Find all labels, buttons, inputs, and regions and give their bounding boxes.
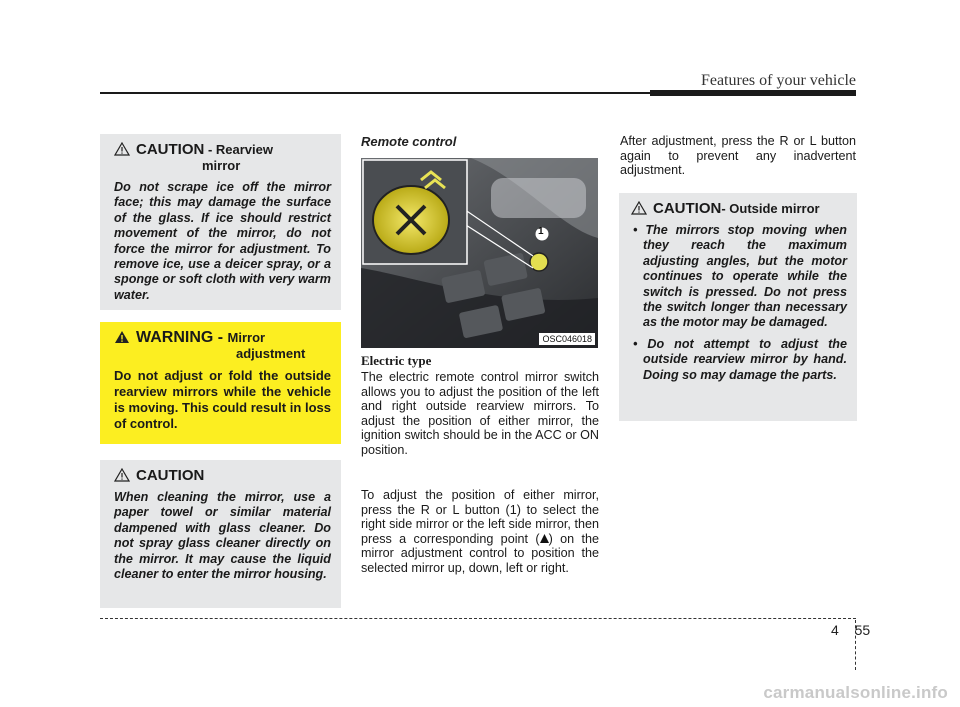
caution-cleaning-box <box>100 460 341 608</box>
caution-cleaning-text: When cleaning the mirror, use a paper towel or similar material dampened with glass cleaner. Do not spray glass cleaner directly on the mirror. It may cause the liquid cleaner to enter the mirror housing. <box>114 490 331 582</box>
caution-subtitle: - Outside mirror <box>721 201 820 216</box>
caution-subtitle-2: mirror <box>202 158 241 173</box>
triangle-up-icon <box>540 534 549 543</box>
caution-rearview-box <box>100 134 341 310</box>
warning-subtitle: Mirror <box>227 330 266 345</box>
adjust-text-part1: To adjust the position of either mirror, press the R or L button (1) to select the right side mirror or the left side mirror, then press a corresponding point ( <box>361 488 599 546</box>
caution-bullet-text: Do not attempt to adjust the outside rearview mirror by hand. Doing so may damage the parts. <box>643 336 847 382</box>
section-title: Features of your vehicle <box>700 72 856 89</box>
warning-title <box>114 330 331 362</box>
callout-number: 1 <box>538 226 544 237</box>
warning-triangle-icon <box>114 330 130 344</box>
caution-triangle-icon <box>631 201 647 215</box>
page-number <box>831 622 870 638</box>
watermark: carmanualsonline.info <box>763 683 948 702</box>
caution-subtitle: - Rearview <box>204 142 273 157</box>
remote-control-heading: Remote control <box>361 134 457 149</box>
caution-label: CAUTION <box>136 467 205 484</box>
warning-label: WARNING - <box>136 329 228 346</box>
warning-subtitle-2: adjustment <box>236 346 306 361</box>
caution-triangle-icon <box>114 468 130 482</box>
adjust-text-part2: ) on the mirror adjustment control to position the selected mirror up, down, left or right. <box>361 531 599 575</box>
caution-outside-mirror-box <box>619 193 857 421</box>
caution-label: CAUTION <box>136 141 205 158</box>
electric-type-paragraph: The electric remote control mirror switch allows you to adjust the position of the left and right outside rearview mirrors. To adjust the position of either mirror, the ignition switch should be in the ACC or ON position. <box>361 370 599 457</box>
footer-rule <box>100 618 856 619</box>
adjust-position-paragraph <box>361 488 599 576</box>
caution-outside-title <box>631 201 847 217</box>
footer-divider <box>855 620 856 670</box>
caution-cleaning-title <box>114 468 331 484</box>
header-rule-accent <box>650 90 856 96</box>
mirror-switch-photo <box>361 158 598 348</box>
caution-bullet: • The mirrors stop moving when they reach the maximum adjusting angles, but the motor continues to operate while the switch is pressed. Do not press the switch longer than necessary as the motor may be damaged. <box>633 223 847 330</box>
caution-bullet-text: The mirrors stop moving when they reach the maximum adjusting angles, but the motor continues to operate while the switch is pressed. Do not press the switch longer than necessary as the motor may be damaged. <box>643 223 847 330</box>
page-number-value: 55 <box>854 622 871 638</box>
mirror-switch-illustration <box>361 158 598 348</box>
chapter-number: 4 <box>831 622 839 638</box>
warning-mirror-box <box>100 322 341 444</box>
caution-rearview-text: Do not scrape ice off the mirror face; this may damage the surface of the glass. If ice should restrict movement of the mirror, do not force the mirror for adjustment. To remove ice, use a deicer spray, or a sponge or soft cloth with very warm water. <box>114 180 331 302</box>
caution-label: CAUTION <box>653 200 722 217</box>
caution-bullet: • Do not attempt to adjust the outside rearview mirror by hand. Doing so may damage the parts. <box>633 336 847 382</box>
caution-rearview-title <box>114 142 331 174</box>
photo-label: OSC046018 <box>539 333 595 345</box>
warning-text: Do not adjust or fold the outside rearview mirrors while the vehicle is moving. This could result in loss of control. <box>114 368 331 431</box>
after-adjustment-paragraph: After adjustment, press the R or L button again to prevent any inadvertent adjustment. <box>620 134 856 178</box>
electric-type-subheading: Electric type <box>361 353 432 368</box>
caution-triangle-icon <box>114 142 130 156</box>
